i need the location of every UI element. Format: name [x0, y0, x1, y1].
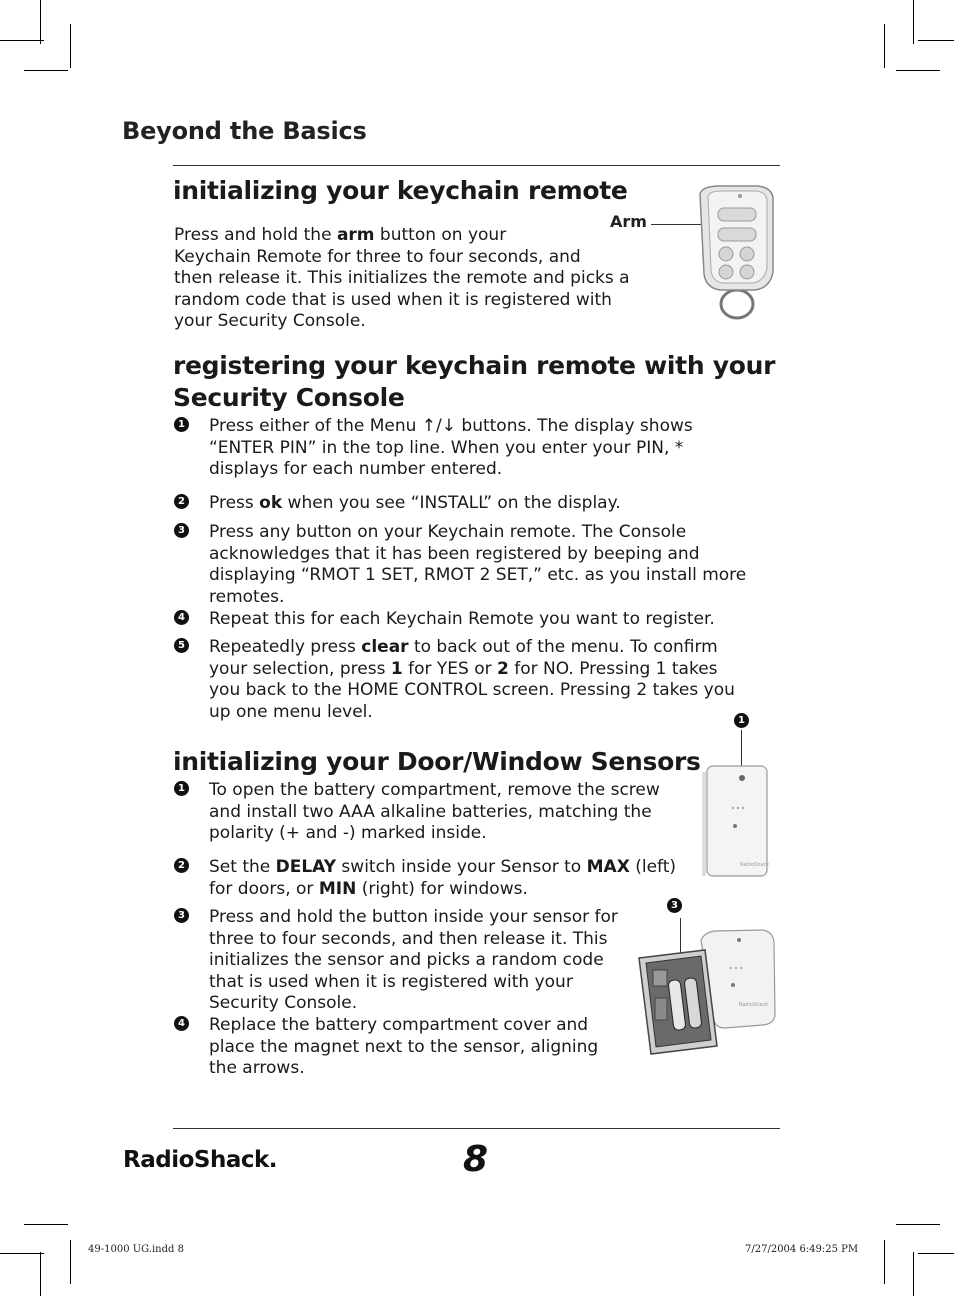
step-text — [209, 637, 735, 723]
step-text — [209, 493, 621, 515]
step-text — [209, 907, 618, 1015]
radioshack-logo: RadioShack. — [123, 1147, 278, 1173]
text-line: then release it. This initializes the remote and picks a — [174, 268, 630, 288]
header-rule — [173, 165, 780, 166]
emphasis: DELAY — [275, 857, 337, 877]
emphasis: MAX — [586, 857, 630, 877]
opened-sensor-illustration — [635, 928, 785, 1058]
text-line: Press either of the Menu ↑/↓ buttons. The display shows — [209, 416, 693, 436]
emphasis: MIN — [318, 878, 357, 899]
text-line: you back to the HOME CONTROL screen. Pressing 2 takes you — [209, 680, 735, 700]
text-line: “ENTER PIN” in the top line. When you enter your PIN, * — [209, 437, 684, 458]
step-number: 1 — [174, 417, 189, 432]
text-line: up one menu level. — [209, 701, 373, 722]
crop-mark — [70, 1240, 71, 1284]
text-line: Keychain Remote for three to four seconds, and — [174, 246, 581, 267]
chapter-title: Beyond the Basics — [122, 117, 367, 145]
step-text — [209, 522, 746, 608]
crop-mark — [896, 70, 940, 71]
step-number: 2 — [174, 858, 189, 873]
print-slug-timestamp: 7/27/2004 6:49:25 PM — [745, 1244, 859, 1255]
step-number: 2 — [174, 494, 189, 509]
step-number: 4 — [174, 610, 189, 625]
print-slug-filename: 49-1000 UG.indd 8 — [88, 1244, 184, 1255]
section-heading-keychain-init: initializing your keychain remote — [173, 176, 628, 205]
heading-line: Security Console — [173, 383, 405, 412]
text-line: acknowledges that it has been registered by beeping and — [209, 543, 700, 564]
step-number: 3 — [174, 908, 189, 923]
section-heading-sensors: initializing your Door/Window Sensors — [173, 747, 701, 776]
text-line: initializes the sensor and picks a random code — [209, 950, 604, 970]
crop-mark — [24, 70, 68, 71]
text-line: polarity (+ and -) marked inside. — [209, 823, 487, 843]
emphasis: clear — [361, 637, 409, 657]
text-line: for doors, or MIN (right) for windows. — [209, 878, 528, 899]
keychain-remote-illustration — [680, 184, 780, 322]
door-window-sensor-illustration — [700, 762, 772, 880]
heading-line: registering your keychain remote with your — [173, 351, 776, 380]
emphasis: ok — [259, 493, 283, 513]
crop-mark — [918, 40, 954, 41]
sensor-brand-text: RadioShack — [740, 862, 770, 868]
crop-mark — [40, 0, 41, 44]
step-text — [209, 1015, 598, 1080]
emphasis: arm — [336, 225, 375, 245]
emphasis: 2 — [496, 658, 509, 679]
text-line: your Security Console. — [174, 311, 366, 331]
step-text — [209, 780, 660, 845]
text-line: your selection, press 1 for YES or 2 for NO. Pressing 1 takes — [209, 658, 718, 679]
text-line: Press and hold the arm button on your — [174, 225, 507, 245]
text-line: Press and hold the button inside your sensor for — [209, 907, 618, 927]
step-number: 3 — [174, 523, 189, 538]
keychain-init-paragraph — [174, 225, 630, 333]
crop-mark — [40, 1252, 41, 1296]
text-line: and install two AAA alkaline batteries, matching the — [209, 801, 652, 822]
crop-mark — [913, 1252, 914, 1296]
crop-mark — [884, 1240, 885, 1284]
crop-mark — [884, 24, 885, 68]
text-line: To open the battery compartment, remove the screw — [209, 780, 660, 800]
crop-mark — [918, 1253, 954, 1254]
text-line: three to four seconds, and then release it. This — [209, 928, 608, 949]
step-text — [209, 857, 676, 900]
text-line: Set the DELAY switch inside your Sensor to MAX (left) — [209, 857, 677, 877]
text-line: Repeatedly press clear to back out of the menu. To confirm — [209, 637, 718, 657]
crop-mark — [896, 1224, 940, 1225]
text-line: Press ok when you see “INSTALL” on the display. — [209, 493, 621, 513]
step-text — [209, 416, 693, 481]
crop-mark — [0, 1253, 44, 1254]
text-line: Press any button on your Keychain remote. The Console — [209, 522, 687, 542]
text-line: random code that is used when it is registered with — [174, 289, 612, 310]
text-line: Security Console. — [209, 993, 358, 1013]
crop-mark — [70, 24, 71, 68]
figure-callout-1: 1 — [734, 713, 749, 728]
text-line: Repeat this for each Keychain Remote you want to register. — [209, 609, 715, 629]
text-line: that is used when it is registered with your — [209, 971, 573, 992]
emphasis: 1 — [390, 658, 403, 679]
arm-callout-label: Arm — [610, 212, 647, 231]
step-number: 1 — [174, 781, 189, 796]
step-number: 5 — [174, 638, 189, 653]
step-number: 4 — [174, 1016, 189, 1031]
figure-callout-3: 3 — [667, 898, 682, 913]
text-line: the arrows. — [209, 1058, 305, 1078]
crop-mark — [913, 0, 914, 44]
text-line: place the magnet next to the sensor, aligning — [209, 1036, 599, 1057]
text-line: displays for each number entered. — [209, 459, 503, 479]
page-number: 8 — [463, 1139, 489, 1180]
text-line: displaying “RMOT 1 SET, RMOT 2 SET,” etc. as you install more — [209, 565, 747, 585]
crop-mark — [0, 40, 44, 41]
sensor-brand-text: RadioShack — [739, 1002, 769, 1008]
section-heading-keychain-register — [173, 350, 775, 414]
step-text — [209, 609, 715, 631]
footer-rule — [173, 1128, 780, 1129]
text-line: Replace the battery compartment cover and — [209, 1015, 589, 1035]
text-line: remotes. — [209, 586, 285, 607]
crop-mark — [24, 1224, 68, 1225]
